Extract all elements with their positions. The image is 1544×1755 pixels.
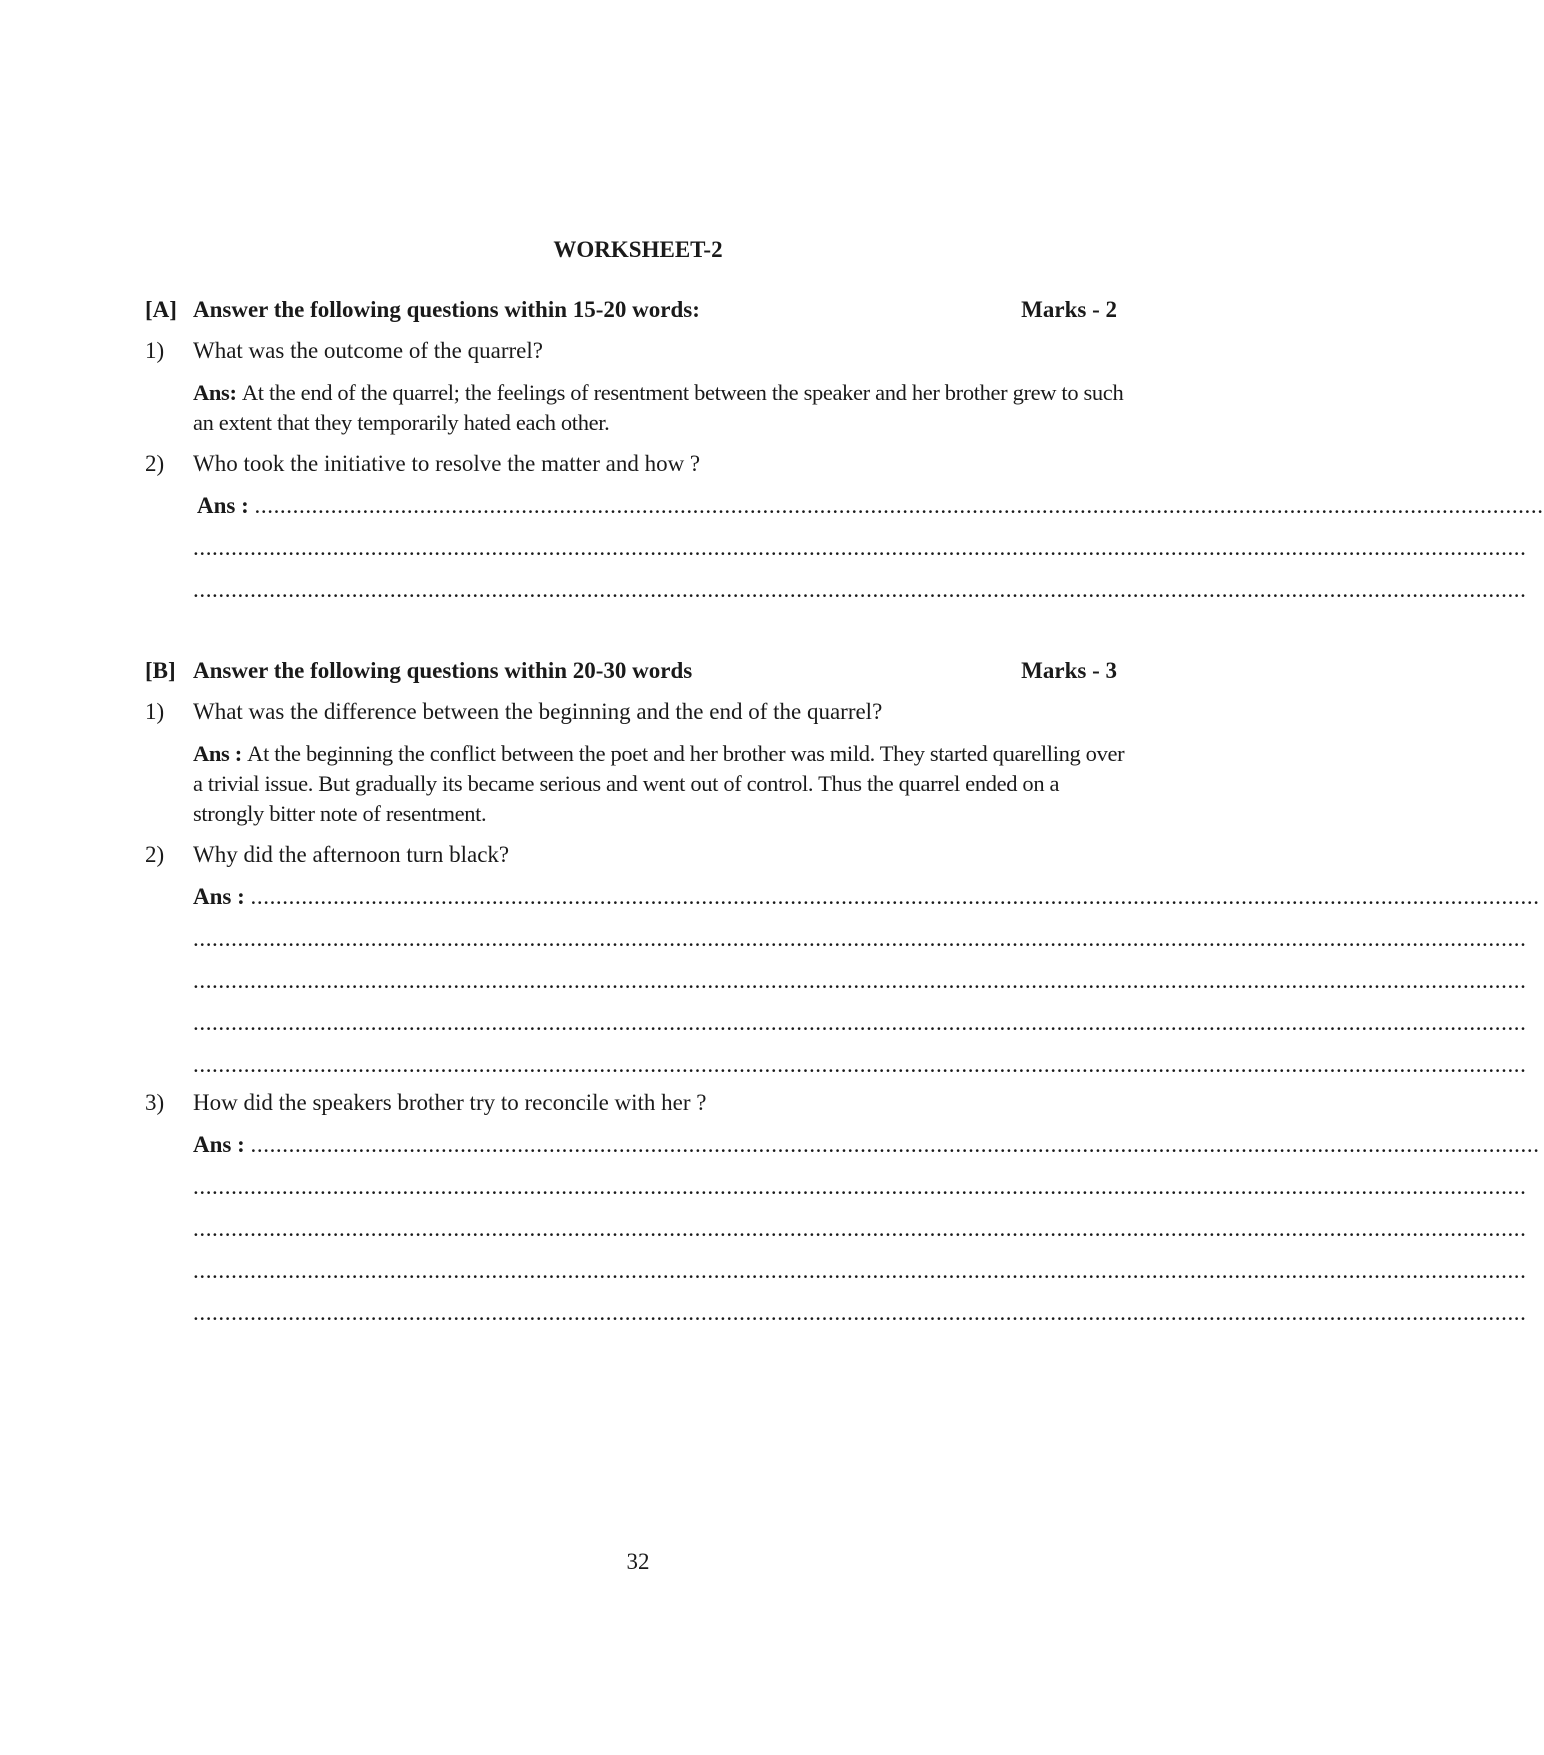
answer-blank-line[interactable]: .................................................................................................................................................................................................................. xyxy=(193,1052,1527,1077)
section-b-tag: [B] xyxy=(145,658,176,683)
answer-blank-line[interactable]: .................................................................................................................................................................................................................. xyxy=(193,1010,1527,1035)
section-b-instruction: Answer the following questions within 20-30 words xyxy=(193,658,693,683)
section-b-question-2 xyxy=(145,839,1135,871)
question-number: 1) xyxy=(145,338,165,363)
answer-text: At the end of the quarrel; the feelings of resentment between the speaker and her brother grew to such an extent that they temporarily hated each other. xyxy=(193,380,1124,435)
page-number: 32 xyxy=(626,1549,650,1574)
question-number: 3) xyxy=(145,1090,165,1115)
section-a-tag: [A] xyxy=(145,297,177,322)
answer-label: Ans : xyxy=(193,741,248,766)
question-number: 2) xyxy=(145,451,165,476)
answer-blank-line[interactable]: .................................................................................................................................................................................................................. xyxy=(193,577,1527,602)
answer-label: Ans : xyxy=(193,884,245,909)
question-text: Why did the afternoon turn black? xyxy=(193,842,510,867)
section-a-question-1 xyxy=(145,335,1135,367)
answer-blank-line[interactable]: .................................................................................................................................................................................................................. xyxy=(193,926,1527,951)
section-b-answer-1 xyxy=(193,739,1133,829)
answer-blank-line[interactable]: .................................................................................................................................................................................................................. xyxy=(193,1300,1527,1325)
question-text: Who took the initiative to resolve the matter and how ? xyxy=(193,451,701,476)
answer-blank-line[interactable]: .................................................................................................................................................................................................................. xyxy=(193,1216,1527,1241)
answer-blank-line[interactable]: .................................................................................................................................................................................................................. xyxy=(193,1258,1527,1283)
question-number: 1) xyxy=(145,699,165,724)
section-b-question-3 xyxy=(145,1087,1135,1119)
answer-blank-line[interactable]: .................................................................................................................................................................................................................. xyxy=(193,535,1527,560)
answer-label: Ans : xyxy=(193,1132,245,1157)
answer-label: Ans: xyxy=(193,380,242,405)
answer-blank-line[interactable]: .................................................................................................................................................................................................................. xyxy=(193,1174,1527,1199)
question-text: What was the difference between the beginning and the end of the quarrel? xyxy=(193,699,883,724)
answer-blank-line[interactable]: Ans : ........................................................................................................................................................................................................... xyxy=(197,493,1544,518)
answer-blank-line[interactable]: Ans : ........................................................................................................................................................................................................... xyxy=(193,884,1540,909)
section-b-marks: Marks - 3 xyxy=(1021,658,1117,683)
answer-label: Ans : xyxy=(197,493,249,518)
section-b-header xyxy=(145,655,1125,687)
question-text: What was the outcome of the quarrel? xyxy=(193,338,543,363)
answer-blank-line[interactable]: .................................................................................................................................................................................................................. xyxy=(193,968,1527,993)
section-a-header xyxy=(145,294,1125,326)
section-a-answer-1 xyxy=(193,378,1133,438)
question-number: 2) xyxy=(145,842,165,867)
section-a-marks: Marks - 2 xyxy=(1021,297,1117,322)
question-text: How did the speakers brother try to reconcile with her ? xyxy=(193,1090,707,1115)
section-b-question-1 xyxy=(145,696,1135,728)
answer-text: At the beginning the conflict between the poet and her brother was mild. They started quarelling over a trivial issue. But gradually its became serious and went out of control. Thus the quarrel ended on a strongly bitter note of resentment. xyxy=(193,741,1125,826)
answer-blank-line[interactable]: Ans : ........................................................................................................................................................................................................... xyxy=(193,1132,1540,1157)
section-a-question-2 xyxy=(145,448,1135,480)
section-a-instruction: Answer the following questions within 15-20 words: xyxy=(193,297,700,322)
page-title: WORKSHEET-2 xyxy=(553,237,723,262)
